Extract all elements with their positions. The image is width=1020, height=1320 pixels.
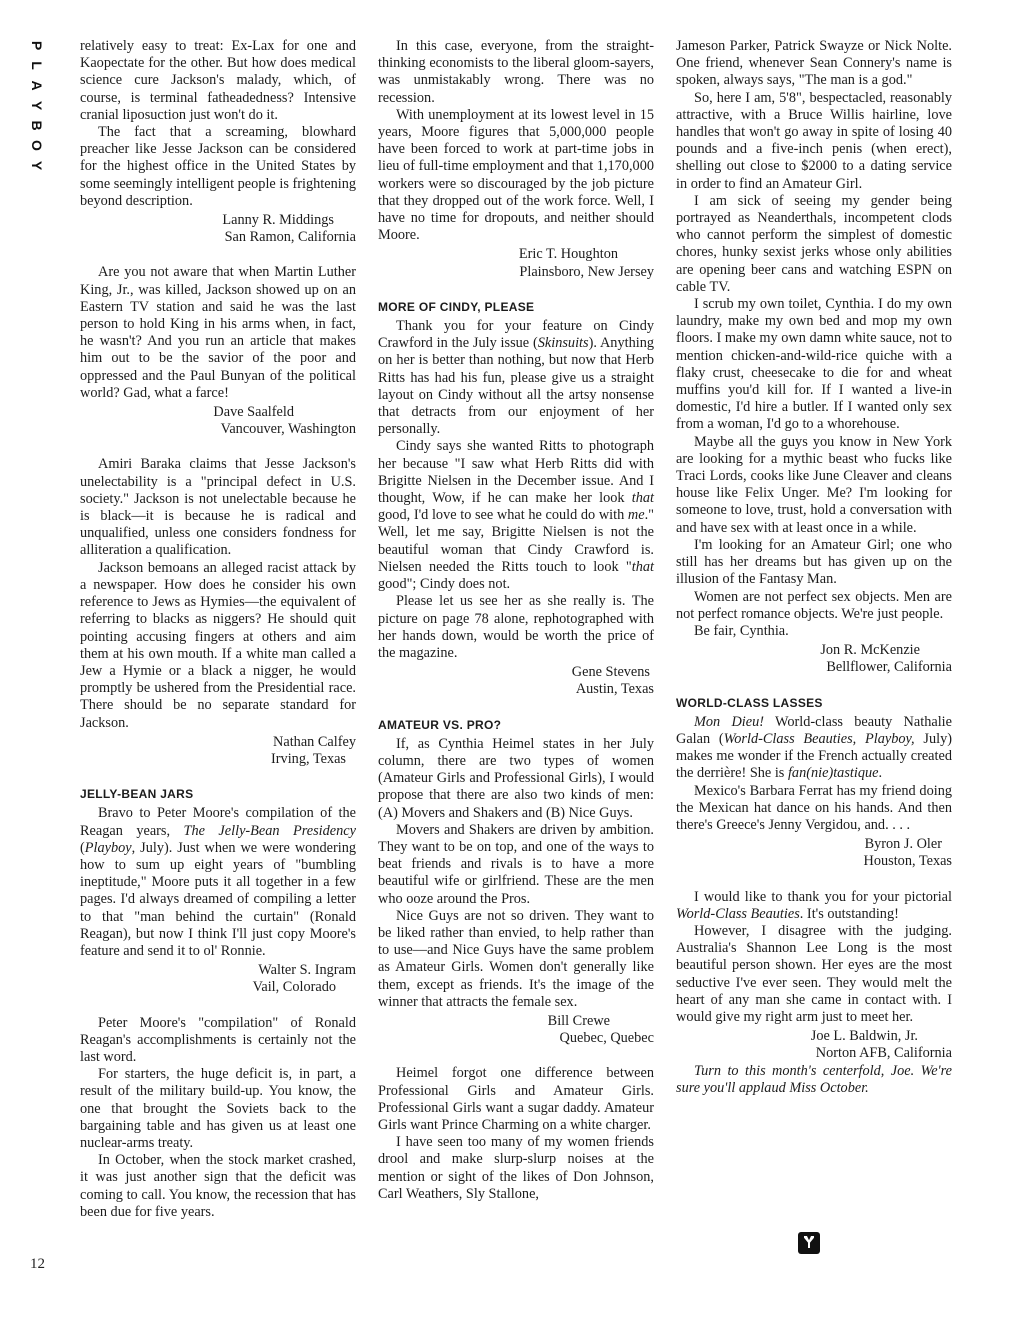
letter-signature	[80, 962, 356, 996]
signature-name: Walter S. Ingram	[258, 962, 356, 979]
letter-paragraph: Heimel forgot one difference between Professional Girls and Amateur Girls. Professional Girls want a sugar daddy. Amateur Girls want Prince Charming on a white charger.	[378, 1065, 654, 1133]
section-heading: JELLY-BEAN JARS	[80, 787, 194, 802]
letter-paragraph: However, I disagree with the judging. Australia's Shannon Lee Long is the most beautiful person shown. Her eyes are the most seductive I've ever seen. They would melt the heart of any man she came in contact with. I would give my right arm just to meet her.	[676, 922, 952, 1025]
letter-paragraph: Maybe all the guys you know in New York are looking for a mythic beast who fucks like Traci Lords, cooks like June Cleaver and cleans house like Felix Unger. Me? I'm looking for someone to love, trust, hold a conversation with and have sex with at least once in a while.	[676, 433, 952, 536]
logo-letter: A	[29, 80, 45, 92]
signature-place: San Ramon, California	[224, 229, 356, 246]
signature-place: Vancouver, Washington	[220, 421, 356, 438]
signature-name: Bill Crewe	[547, 1012, 610, 1029]
letter-paragraph: Jackson bemoans an alleged racist attack by a newspaper. How does he consider his own reference to Jews as Hymies—the equivalent of referring to blacks as niggers? He should quit pointing accusing fingers at others and aim them at his own mouth. If a white man called a Jew a Hymie or a black a nigger, he would promptly be ushered from the Presidential race. There should be no separate standard for Jackson.	[80, 559, 356, 731]
editor-reply: Turn to this month's centerfold, Joe. We're sure you'll applaud Miss October.	[676, 1062, 952, 1096]
rabbit-head-end-mark-icon	[798, 1232, 820, 1254]
signature-place: Quebec, Quebec	[559, 1030, 654, 1047]
letter-paragraph: I would like to thank you for your pictorial World-Class Beauties. It's outstanding!	[676, 888, 952, 922]
signature-name: Gene Stevens	[571, 664, 650, 681]
letter-paragraph: In this case, everyone, from the straight-thinking economists to the liberal gloom-sayers, was unmistakably wrong. There was no recession.	[378, 38, 654, 106]
letter-paragraph: I'm looking for an Amateur Girl; one who still has her dreams but has given up on the illusion of the Fantasy Man.	[676, 536, 952, 588]
section-heading: MORE OF CINDY, PLEASE	[378, 299, 535, 314]
letter-signature	[378, 1013, 654, 1047]
logo-letter: B	[29, 120, 45, 132]
section-heading: WORLD-CLASS LASSES	[676, 695, 823, 710]
article-title: The Jelly-Bean Presidency	[183, 822, 356, 839]
letter-signature	[378, 664, 654, 698]
signature-place: Irving, Texas	[271, 750, 346, 767]
magazine-vertical-logo	[22, 38, 52, 188]
signature-place: Houston, Texas	[863, 853, 952, 870]
logo-letter: P	[29, 40, 45, 52]
letter-paragraph: Thank you for your feature on Cindy Crawford in the July issue (Skinsuits). Anything on her is better than nothing, but now that Herb Ritts has had his fun, please give us a straight layout on Cindy without all the artsy nonsense that detracts from our enjoyment of her personally.	[378, 318, 654, 438]
letter-signature	[378, 246, 654, 280]
letter-paragraph: Are you not aware that when Martin Luther King, Jr., was killed, Jackson showed up on an Eastern TV station and said he was the last person to hold King in his arms when, in fact, he wasn't? And you run an article that makes him out to be the savior of the poor and oppressed and the Paul Bunyan of the political world? Gad, what a farce!	[80, 264, 356, 401]
letter-paragraph: With unemployment at its lowest level in 15 years, Moore figures that 5,000,000 people have been forced to work at part-time jobs in lieu of full-time employment and that 1,170,000 workers were so discouraged by the job picture that they dropped out of the work force. Well, I have no time for dropouts, and neither should Moore.	[378, 106, 654, 244]
letter-paragraph: I am sick of seeing my gender being portrayed as Neanderthals, incompetent clods who cannot perform the simplest of domestic chores, hunky sexist jerks whose only abilities are opening beer cans and watching ESPN on cable TV.	[676, 192, 952, 295]
signature-name: Lanny R. Middings	[222, 212, 334, 229]
letter-paragraph: I scrub my own toilet, Cynthia. I do my own laundry, make my own bed and mop my own floors. I make my own damn white sauce, not to mention chicken-and-wild-rice quiche with a flaky crust, cheesecake to die for and wheat muffins you'd kill for. If I wanted a live-in domestic, I'd hire a butler. If I wanted only sex from a woman, I'd go to a whorehouse.	[676, 296, 952, 433]
column-3	[676, 38, 952, 1097]
signature-name: Nathan Calfey	[273, 733, 356, 750]
letter-paragraph: The fact that a screaming, blowhard preacher like Jesse Jackson can be considered for the highest office in the United States by some seemingly intelligent people is frightening beyond description.	[80, 124, 356, 209]
signature-name: Jon R. McKenzie	[820, 642, 920, 659]
signature-name: Dave Saalfeld	[213, 404, 294, 421]
signature-name: Byron J. Oler	[864, 836, 942, 853]
letter-paragraph: Cindy says she wanted Ritts to photograph her because "I saw what Herb Ritts did with Brigitte Nielsen in the December issue. And I thought, Wow, if he can make her look that good, I'd love to see what he could do with me." Well, let me say, Brigitte Nielsen is not the beautiful woman that Cindy Crawford is. Nielsen needed the Ritts touch to look "that good"; Cindy does not.	[378, 438, 654, 593]
letter-signature	[676, 642, 952, 676]
letter-paragraph: Peter Moore's "compilation" of Ronald Reagan's accomplishments is certainly not the last word.	[80, 1014, 356, 1065]
letter-paragraph: If, as Cynthia Heimel states in her July column, there are two types of women (Amateur Girls and Professional Girls), I would propose that there are also two kinds of men: (A) Movers and Shakers and (B) Nice Guys.	[378, 735, 654, 821]
letter-paragraph: Nice Guys are not so driven. They want to be liked rather than envied, to help rather than to use—and Nice Guys have the same problem as Amateur Girls. Women don't generally like them, except as friends. It's the image of the winner that attracts the female sex.	[378, 907, 654, 1010]
letter-paragraph: Jameson Parker, Patrick Swayze or Nick Nolte. One friend, whenever Sean Connery's name is spoken, always says, "The man is a god."	[676, 38, 952, 89]
letter-paragraph: Be fair, Cynthia.	[694, 622, 789, 639]
letter-signature	[676, 836, 952, 870]
letter-paragraph: Women are not perfect sex objects. Men are not perfect romance objects. We're just people.	[676, 588, 952, 622]
letter-signature	[80, 404, 356, 438]
letter-signature	[80, 734, 356, 768]
letter-paragraph: In October, when the stock market crashed, it was just another sign that the deficit was coming to call. You know, the recession that has been due for five years.	[80, 1152, 356, 1220]
letter-paragraph: Bravo to Peter Moore's compilation of the Reagan years, The Jelly-Bean Presidency (Playboy, July). Just when we were wondering how to sum up eight years of "bumbling ineptitude," Moore puts it all together in a few pages. I'd always dreamed of compiling a letter to that "man behind the curtain" (Ronald Reagan), but now I think I'll just copy Moore's feature and send it to ol' Ronnie.	[80, 805, 356, 959]
column-2	[378, 38, 654, 1203]
letter-paragraph: Mon Dieu! World-class beauty Nathalie Galan (World-Class Beauties, Playboy, July) makes me wonder if the French actually created the derrière! She is fan(nie)tastique.	[676, 713, 952, 782]
logo-letter: O	[29, 140, 45, 152]
letter-signature	[80, 212, 356, 246]
signature-place: Bellflower, California	[826, 659, 952, 676]
letter-paragraph: Amiri Baraka claims that Jesse Jackson's unelectability is a "principal defect in U.S. society." Jackson is not unelectable because he is black—it is because he is radical and unqualified, unless one considers fondness for alliteration a qualification.	[80, 456, 356, 559]
column-1	[80, 38, 356, 1221]
letter-signature	[676, 1028, 952, 1062]
letter-paragraph: So, here I am, 5'8", bespectacled, reasonably attractive, with a Bruce Willis hairline, love handles that won't go away in spite of losing 40 pounds and a five-inch penis (when erect), shelling out close to $2000 to a dating service in order to find an Amateur Girl.	[676, 89, 952, 192]
logo-letter: Y	[29, 160, 45, 172]
signature-place: Austin, Texas	[575, 681, 654, 698]
signature-place: Vail, Colorado	[252, 979, 336, 996]
letter-paragraph: relatively easy to treat: Ex-Lax for one and Kaopectate for the other. But how does medical science cure Jackson's malady, which, of course, is terminal fatheadedness? Intensive cranial liposuction just won't do it.	[80, 38, 356, 123]
section-heading: AMATEUR VS. PRO?	[378, 717, 502, 732]
signature-name: Joe L. Baldwin, Jr.	[810, 1028, 918, 1045]
letter-paragraph: For starters, the huge deficit is, in part, a result of the military build-up. You know, the one that brought the Soviets back to the bargaining table and has given us at least one nuclear-arms treaty.	[80, 1066, 356, 1151]
signature-name: Eric T. Houghton	[518, 246, 618, 263]
signature-place: Plainsboro, New Jersey	[519, 263, 654, 280]
page-number: 12	[30, 1256, 45, 1272]
signature-place: Norton AFB, California	[815, 1045, 952, 1062]
logo-letter: L	[29, 61, 45, 71]
letter-paragraph: Please let us see her as she really is. The picture on page 78 alone, rephotographed with her hands down, would be worth the price of the magazine.	[378, 593, 654, 661]
letter-paragraph: Movers and Shakers are driven by ambition. They want to be on top, and one of the ways to beat friends and rivals is to have a more beautiful wife or girlfriend. These are the men who ooze around the Pros.	[378, 821, 654, 907]
magazine-name: Playboy	[84, 839, 132, 856]
letter-paragraph: Mexico's Barbara Ferrat has my friend doing the Mexican hat dance on his hands. And then there's Greece's Jenny Vergidou, and. . . .	[676, 782, 952, 833]
logo-letter: Y	[29, 100, 45, 112]
letter-paragraph: I have seen too many of my women friends drool and make slurp-slurp noises at the mention or sight of the likes of Don Johnson, Carl Weathers, Sly Stallone,	[378, 1134, 654, 1202]
